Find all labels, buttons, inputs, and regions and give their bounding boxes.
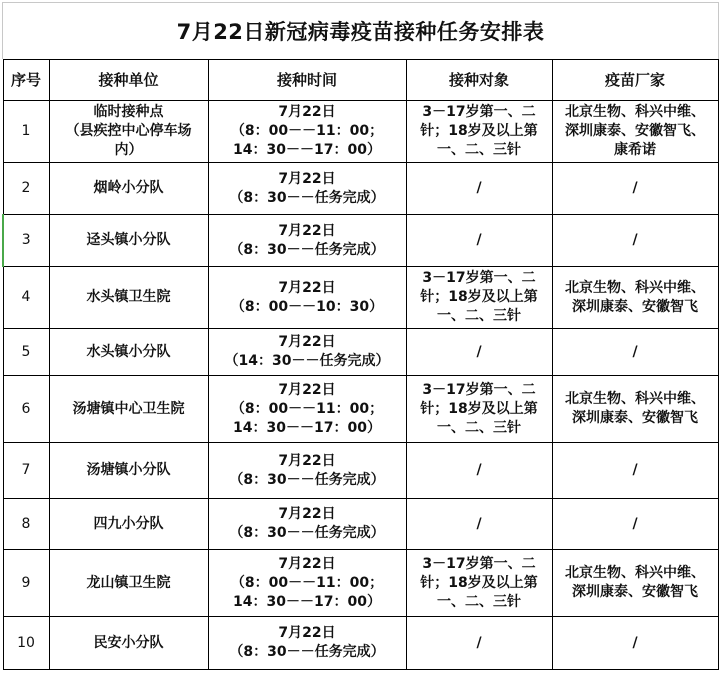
cell-vendor bbox=[552, 101, 718, 163]
cell-time-line: （8：30－－任务完成） bbox=[229, 525, 385, 541]
cell-target-text: 3－17岁第一、二针；18岁及以上第一、二、三针 bbox=[420, 555, 538, 610]
cell-unit-line: 迳头镇小分队 bbox=[86, 232, 171, 248]
table-row bbox=[3, 267, 718, 329]
cell-vendor bbox=[552, 376, 718, 443]
cell-no: 6 bbox=[3, 376, 49, 443]
cell-time-line: （8：00－－11：00； bbox=[230, 400, 384, 417]
cell-target-text: / bbox=[476, 462, 482, 478]
cell-vendor-line: 北京生物、科兴中维、 bbox=[565, 104, 705, 120]
cell-vendor bbox=[552, 443, 718, 499]
cell-vendor-line: 深圳康泰、安徽智飞 bbox=[572, 584, 698, 600]
header-target: 接种对象 bbox=[406, 60, 552, 101]
cell-vendor bbox=[552, 499, 718, 550]
cell-time bbox=[208, 267, 406, 329]
cell-no: 1 bbox=[3, 101, 49, 163]
cell-target-text: / bbox=[476, 343, 482, 360]
cell-vendor-line: / bbox=[632, 180, 638, 196]
cell-vendor-line: / bbox=[632, 634, 638, 651]
cell-vendor-line: / bbox=[632, 462, 638, 478]
cell-vendor bbox=[552, 163, 718, 215]
cell-target-text: / bbox=[476, 232, 482, 248]
cell-unit-line: 水头镇小分队 bbox=[86, 343, 171, 360]
cell-vendor bbox=[552, 550, 718, 617]
cell-vendor-line: 康希诺 bbox=[614, 142, 656, 158]
cell-time bbox=[208, 499, 406, 550]
cell-time-line: 7月22日 bbox=[278, 452, 336, 469]
cell-unit bbox=[49, 617, 208, 670]
cell-target bbox=[406, 499, 552, 550]
cell-time bbox=[208, 163, 406, 215]
header-time: 接种时间 bbox=[208, 60, 406, 101]
table-row bbox=[3, 329, 718, 376]
cell-target bbox=[406, 215, 552, 267]
cell-time-line: 14：30－－17：00） bbox=[233, 419, 381, 436]
cell-time-line: （8：30－－任务完成） bbox=[229, 189, 385, 206]
cell-no: 8 bbox=[3, 499, 49, 550]
cell-target-text: / bbox=[476, 180, 482, 196]
cell-unit-line: 汤塘镇中心卫生院 bbox=[72, 400, 185, 417]
cell-vendor-line: 北京生物、科兴中维、 bbox=[565, 565, 705, 581]
cell-time bbox=[208, 376, 406, 443]
cell-no: 7 bbox=[3, 443, 49, 499]
cell-vendor-line: 深圳康泰、安徽智飞 bbox=[572, 298, 698, 315]
cell-target bbox=[406, 550, 552, 617]
table-row bbox=[3, 443, 718, 499]
cell-target-text: / bbox=[476, 634, 482, 651]
table-row bbox=[3, 163, 718, 215]
cell-vendor-line: 北京生物、科兴中维、 bbox=[565, 279, 705, 296]
cell-vendor-line: 深圳康泰、安徽智飞、 bbox=[565, 123, 705, 139]
cell-unit bbox=[49, 267, 208, 329]
table-row bbox=[3, 101, 718, 163]
cell-time-line: 7月22日 bbox=[278, 555, 336, 572]
cell-vendor-line: / bbox=[632, 232, 638, 248]
cell-time bbox=[208, 617, 406, 670]
cell-time-line: 7月22日 bbox=[278, 104, 336, 120]
cell-unit bbox=[49, 215, 208, 267]
cell-unit-line: 临时接种点 bbox=[93, 104, 164, 120]
cell-target bbox=[406, 443, 552, 499]
cell-target bbox=[406, 267, 552, 329]
cell-time-line: 14：30－－17：00） bbox=[233, 593, 381, 610]
cell-target bbox=[406, 101, 552, 163]
table-row bbox=[3, 499, 718, 550]
schedule-table bbox=[2, 59, 719, 670]
cell-target-text: / bbox=[476, 515, 482, 532]
cell-time-line: 7月22日 bbox=[278, 334, 336, 350]
cell-time-line: （8：00－－11：00； bbox=[230, 123, 384, 139]
cell-unit-line: 民安小分队 bbox=[93, 634, 164, 651]
cell-target bbox=[406, 163, 552, 215]
cell-unit bbox=[49, 550, 208, 617]
cell-no: 10 bbox=[3, 617, 49, 670]
cell-time-line: （8：30－－任务完成） bbox=[229, 471, 385, 488]
cell-time-line: 7月22日 bbox=[278, 222, 336, 239]
header-unit: 接种单位 bbox=[49, 60, 208, 101]
cell-time-line: 7月22日 bbox=[278, 381, 336, 398]
cell-no: 5 bbox=[3, 329, 49, 376]
cell-vendor bbox=[552, 617, 718, 670]
cell-unit-line: 水头镇卫生院 bbox=[86, 289, 171, 305]
header-row bbox=[3, 60, 718, 101]
table-row bbox=[3, 550, 718, 617]
cell-vendor bbox=[552, 267, 718, 329]
cell-unit-line: 汤塘镇小分队 bbox=[86, 462, 171, 478]
cell-target bbox=[406, 329, 552, 376]
cell-time-line: （8：00－－11：00； bbox=[230, 574, 384, 591]
cell-no: 9 bbox=[3, 550, 49, 617]
cell-unit bbox=[49, 329, 208, 376]
cell-time bbox=[208, 443, 406, 499]
cell-target bbox=[406, 617, 552, 670]
cell-unit bbox=[49, 443, 208, 499]
cell-no: 3 bbox=[3, 215, 49, 267]
cell-target bbox=[406, 376, 552, 443]
cell-unit-line: 龙山镇卫生院 bbox=[86, 574, 171, 591]
cell-time bbox=[208, 101, 406, 163]
cell-unit bbox=[49, 376, 208, 443]
cell-vendor-line: / bbox=[632, 343, 638, 360]
cell-vendor-line: 北京生物、科兴中维、 bbox=[565, 391, 705, 407]
cell-no: 2 bbox=[3, 163, 49, 215]
header-vendor: 疫苗厂家 bbox=[552, 60, 718, 101]
cell-time-line: （8：30－－任务完成） bbox=[229, 644, 385, 660]
table-row bbox=[3, 376, 718, 443]
cell-unit-line: 烟岭小分队 bbox=[93, 180, 164, 196]
cell-unit bbox=[49, 101, 208, 163]
cell-target-text: 3－17岁第一、二针；18岁及以上第一、二、三针 bbox=[420, 104, 538, 158]
cell-time bbox=[208, 215, 406, 267]
cell-unit bbox=[49, 499, 208, 550]
cell-time bbox=[208, 329, 406, 376]
sheet-title: 7月22日新冠病毒疫苗接种任务安排表 bbox=[2, 2, 719, 59]
cell-time-line: 14：30－－17：00） bbox=[233, 142, 381, 158]
cell-time-line: 7月22日 bbox=[278, 625, 336, 641]
cell-time-line: （8：00－－10：30） bbox=[230, 298, 384, 315]
cell-target-text: 3－17岁第一、二针；18岁及以上第一、二、三针 bbox=[420, 381, 538, 436]
header-no: 序号 bbox=[3, 60, 49, 101]
cell-unit-line: 内） bbox=[114, 142, 143, 158]
cell-unit-line: 四九小分队 bbox=[93, 515, 164, 532]
cell-unit bbox=[49, 163, 208, 215]
table-row bbox=[3, 617, 718, 670]
cell-time bbox=[208, 550, 406, 617]
table-row bbox=[3, 215, 718, 267]
cell-no: 4 bbox=[3, 267, 49, 329]
cell-time-line: （14：30－－任务完成） bbox=[224, 353, 390, 369]
cell-vendor-line: / bbox=[632, 515, 638, 532]
cell-vendor-line: 深圳康泰、安徽智飞 bbox=[572, 410, 698, 426]
cell-vendor bbox=[552, 215, 718, 267]
cell-time-line: （8：30－－任务完成） bbox=[229, 241, 385, 258]
cell-time-line: 7月22日 bbox=[278, 170, 336, 187]
cell-time-line: 7月22日 bbox=[278, 506, 336, 522]
cell-target-text: 3－17岁第一、二针；18岁及以上第一、二、三针 bbox=[420, 270, 538, 324]
cell-unit-line: （县疾控中心停车场 bbox=[65, 123, 192, 139]
cell-time-line: 7月22日 bbox=[278, 279, 336, 296]
cell-vendor bbox=[552, 329, 718, 376]
